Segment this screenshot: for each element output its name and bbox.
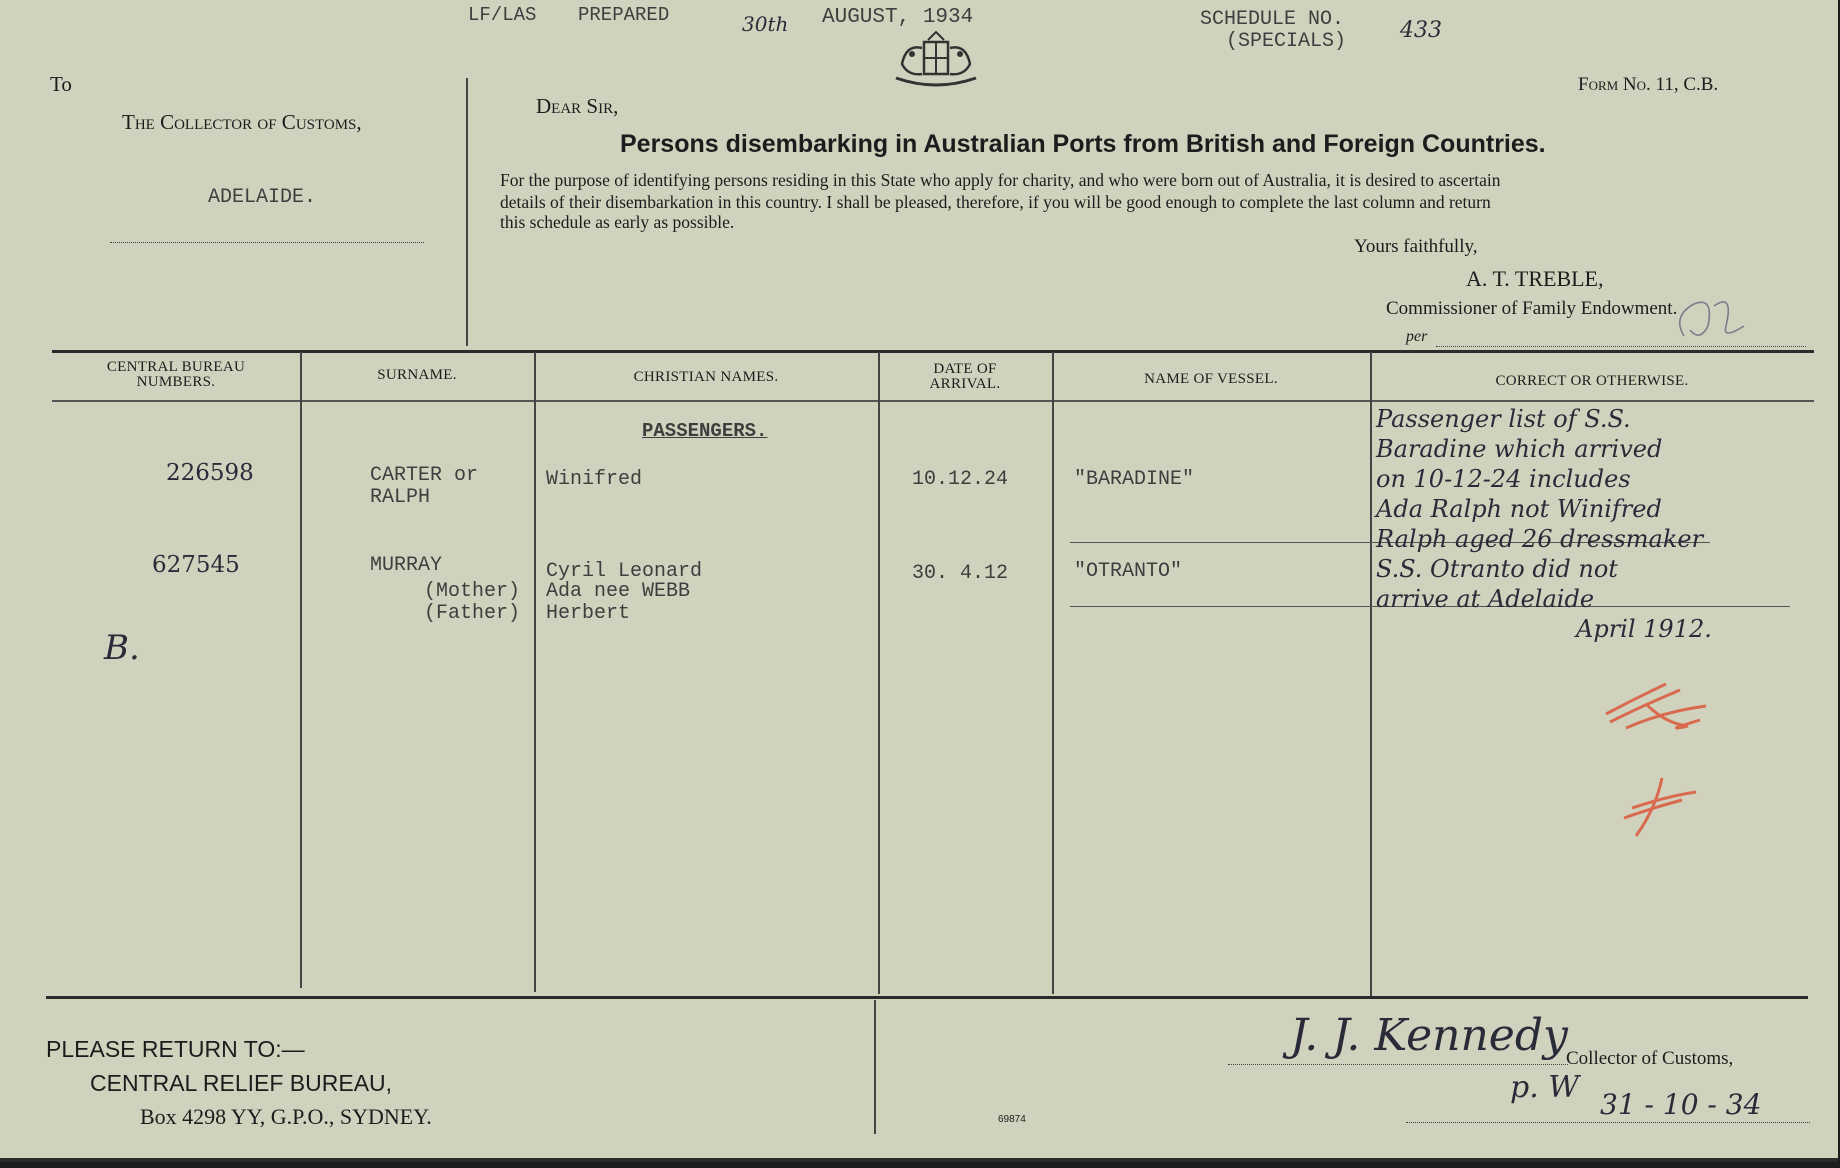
- schedule-sub: (SPECIALS): [1226, 30, 1347, 53]
- row-1-surname: CARTER or: [370, 464, 479, 487]
- schedule-number: 433: [1400, 18, 1442, 43]
- header-vessel: NAME OF VESSEL.: [1144, 371, 1278, 387]
- row-2-christian-father: Herbert: [546, 602, 631, 625]
- row-2-date: 30. 4.12: [912, 562, 1009, 585]
- initials-mark-icon: [1664, 286, 1764, 350]
- red-check-marks-icon: [1596, 668, 1716, 848]
- header-christian-names: CHRISTIAN NAMES.: [633, 369, 779, 385]
- row-2-christian-mother: Ada nee WEBB: [546, 580, 691, 603]
- row-1-number: 226598: [166, 460, 254, 486]
- signed-date: 31 - 10 - 34: [1600, 1088, 1762, 1121]
- form-number: Form No. 11, C.B.: [1578, 74, 1719, 95]
- addressee-city: ADELAIDE.: [208, 186, 317, 209]
- return-label: PLEASE RETURN TO:—: [46, 1036, 305, 1062]
- letter-body-line-2: details of their disembarkation in this country. I shall be pleased, therefore, if you will be good enough to complete the last column and return: [500, 192, 1491, 212]
- letter-heading: Persons disembarking in Australian Ports from British and Foreign Countries.: [620, 130, 1546, 158]
- return-address: Box 4298 YY, G.P.O., SYDNEY.: [140, 1104, 432, 1129]
- row-1-date: 10.12.24: [912, 468, 1009, 491]
- row-2-number: 627545: [152, 552, 240, 578]
- closing: Yours faithfully,: [1354, 236, 1478, 257]
- margin-mark: B.: [104, 628, 140, 668]
- row-1-vessel: "BARADINE": [1074, 468, 1195, 491]
- prepared-label: PREPARED: [578, 4, 670, 26]
- header-surname: SURNAME.: [377, 367, 457, 383]
- schedule-label: SCHEDULE NO.: [1200, 8, 1345, 31]
- reference-code: LF/LAS: [468, 4, 537, 26]
- handwritten-annotation: Passenger list of S.S. Baradine which arrived on 10-12-24 includes Ada Ralph not Winifred Ralph aged 26 dressmaker S.S. Otranto did not arrive at Adelaide April 1912.: [1376, 405, 1712, 643]
- letter-body-line-3: this schedule as early as possible.: [500, 212, 735, 232]
- row-2-relation-mother: (Mother): [424, 580, 521, 603]
- per-initial: p. W: [1510, 1070, 1580, 1105]
- return-bureau: CENTRAL RELIEF BUREAU,: [90, 1070, 393, 1096]
- row-2-christian: Cyril Leonard: [546, 560, 703, 583]
- row-2-relation-father: (Father): [424, 602, 521, 625]
- row-2-vessel: "OTRANTO": [1074, 560, 1183, 583]
- row-1-surname-alt: RALPH: [370, 486, 431, 509]
- signatory-title: Commissioner of Family Endowment.: [1386, 298, 1678, 319]
- letter-body-line-1: For the purpose of identifying persons residing in this State who apply for charity, and who were born out of Australia, it is desired to ascertain: [500, 170, 1501, 190]
- signatory-name: A. T. TREBLE,: [1466, 266, 1604, 291]
- print-code: 69874: [998, 1114, 1026, 1125]
- to-label: To: [50, 72, 72, 96]
- collector-signature: J. J. Kennedy: [1290, 1010, 1568, 1061]
- coat-of-arms-icon: [888, 30, 984, 92]
- per-label: per: [1406, 328, 1428, 345]
- row-1-christian: Winifred: [546, 468, 643, 491]
- header-date-of-arrival: DATE OF ARRIVAL.: [929, 361, 1001, 392]
- addressee-line: The Collector of Customs,: [122, 110, 362, 134]
- row-2-surname: MURRAY: [370, 554, 443, 577]
- section-passengers: PASSENGERS.: [642, 420, 768, 442]
- collector-label: Collector of Customs,: [1566, 1048, 1734, 1069]
- header-correct: CORRECT OR OTHERWISE.: [1495, 373, 1689, 389]
- header-numbers: CENTRAL BUREAU NUMBERS.: [106, 359, 246, 390]
- salutation: Dear Sir,: [536, 94, 619, 118]
- prepared-date: AUGUST, 1934: [822, 6, 974, 29]
- prepared-day: 30th: [742, 12, 789, 36]
